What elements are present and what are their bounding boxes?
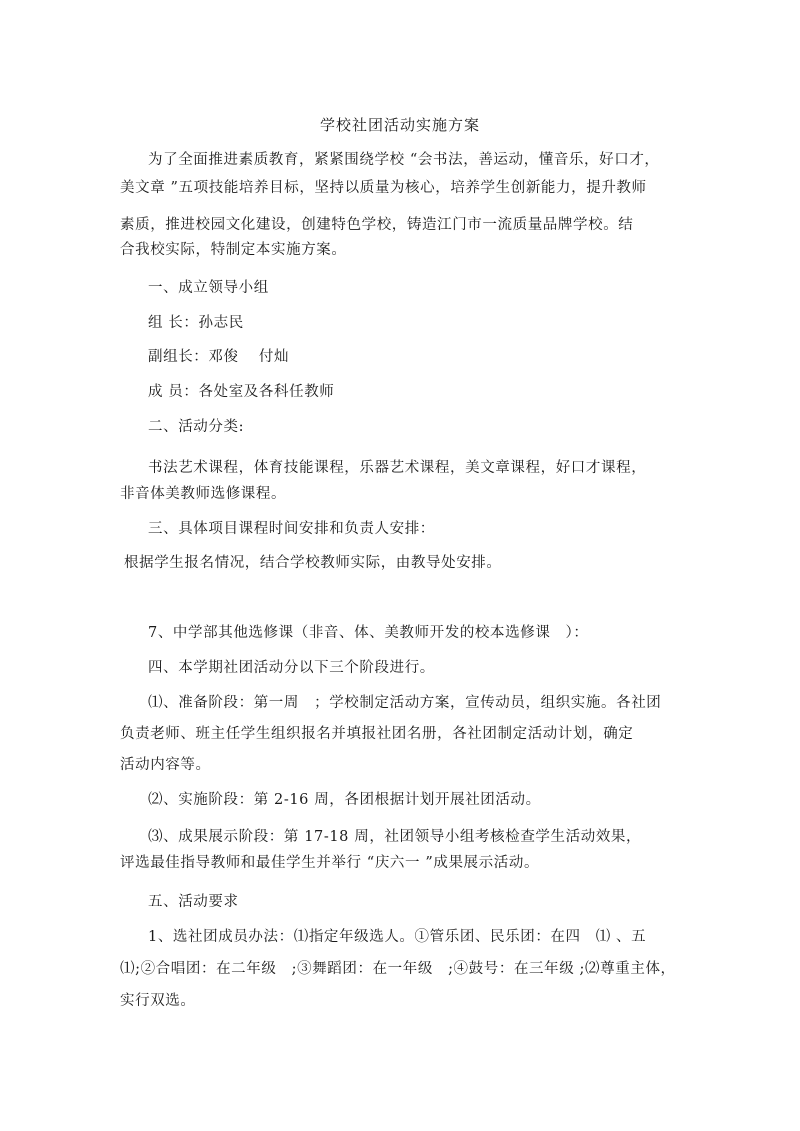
intro-line-3: 素质，推进校园文化建设，创建特色学校，铸造江门市一流质量品牌学校。结 [120, 217, 634, 233]
members-line: 成 员：各处室及各科任教师 [148, 384, 335, 400]
section3-line: 根据学生报名情况，结合学校教师实际，由教导处安排。 [124, 555, 502, 571]
item7-line: 7、中学部其他选修课（非音、体、美教师开发的校本选修课 ）： [148, 625, 589, 641]
section2-heading: 二、活动分类: [148, 419, 245, 435]
intro-line-4: 合我校实际，特制定本实施方案。 [120, 242, 347, 258]
section4-heading: 四、本学期社团活动分以下三个阶段进行。 [148, 660, 435, 676]
vice-leader-line: 副组长：邓俊 付灿 [148, 349, 290, 365]
section5-line-3: 实行双选。 [120, 993, 196, 1009]
section5-heading: 五、活动要求 [148, 894, 239, 910]
leader-line: 组 长：孙志民 [148, 315, 244, 331]
intro-line-2: 美文章 ”五项技能培养目标，坚持以质量为核心，培养学生创新能力，提升教师 [120, 180, 647, 196]
section1-heading: 一、成立领导小组 [148, 280, 269, 296]
section5-line-1: 1、选社团成员办法：⑴指定年级选人。①管乐团、民乐团：在四 ⑴ 、五 [148, 929, 647, 945]
stage1-line-3: 活动内容等。 [120, 757, 211, 773]
section3-heading: 三、具体项目课程时间安排和负责人安排： [148, 521, 435, 537]
intro-line-1: 为了全面推进素质教育，紧紧围绕学校 “会书法，善运动，懂音乐，好口才， [148, 152, 660, 168]
section5-line-2: ⑴;②合唱团：在二年级 ;③舞蹈团：在一年级 ;④鼓号：在三年级 ;⑵尊重主体， [120, 961, 676, 977]
section2-line-1: 书法艺术课程，体育技能课程，乐器艺术课程，美文章课程，好口才课程， [148, 460, 647, 476]
stage3-line-1: ⑶、成果展示阶段：第 17-18 周，社团领导小组考核检查学生活动效果， [148, 829, 642, 845]
stage1-line-1: ⑴、准备阶段：第一周 ；学校制定活动方案，宣传动员，组织实施。各社团 [148, 695, 662, 711]
stage1-line-2: 负责老师、班主任学生组织报名并填报社团名册，各社团制定活动计划，确定 [120, 726, 634, 742]
stage3-line-2: 评选最佳指导教师和最佳学生并举行 “庆六一 ”成果展示活动。 [120, 855, 540, 871]
stage2-line: ⑵、实施阶段：第 2-16 周，各团根据计划开展社团活动。 [148, 792, 541, 808]
section2-line-2: 非音体美教师选修课程。 [120, 486, 287, 502]
page-title: 学校社团活动实施方案 [319, 116, 480, 134]
